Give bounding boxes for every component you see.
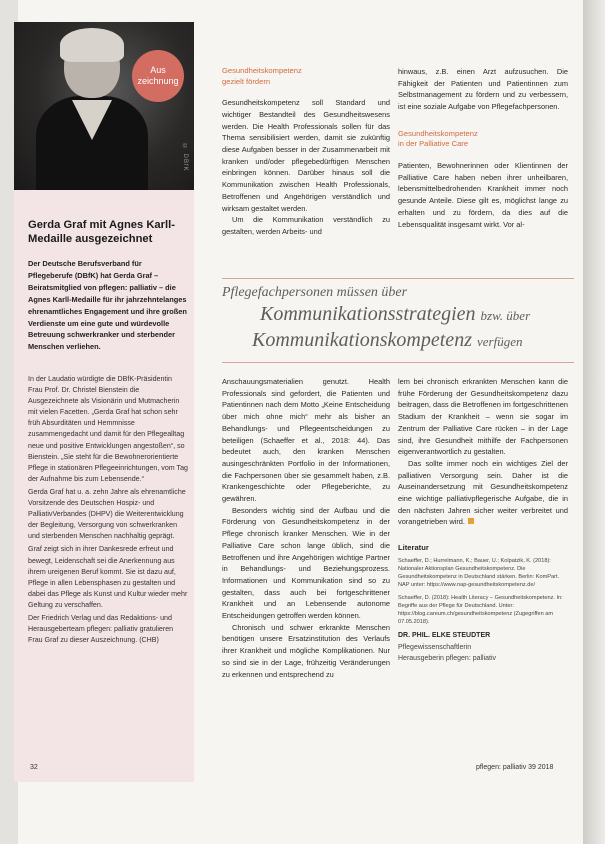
column-2-bottom xyxy=(398,376,568,664)
divider-bottom xyxy=(222,362,574,363)
portrait-photo xyxy=(14,22,194,190)
body-paragraph: Patienten, Bewohnerinnen oder Klientinnen der Palliative Care haben neben ihrer unheilbaren, lebensmittelbedrohenden Krankheit immer noch gesunde Anteile. Diese gilt es, möglichst lange zu erhalten und zu fördern, da dies auf die Lebensqualität insgesamt wirkt. Vor al- xyxy=(398,161,568,229)
subheading: Gesundheitskompetenz gezielt fördern xyxy=(222,66,302,86)
pull-quote-line: Kommunikationskompetenz verfügen xyxy=(252,329,523,351)
pull-quote-line: Kommunikationsstrategien bzw. über xyxy=(260,303,531,325)
column-1-bottom xyxy=(222,376,390,680)
column-1-top xyxy=(222,66,390,238)
body-paragraph: lem bei chronisch erkrankten Menschen kann die frühe Förderung der Gesundheitskompetenz dazu beitragen, dass die Betroffenen im fortgeschrittenen Stadium der Krankheit – wenn sie sogar im Zentrum der Palliative Care rücken – in der Lage sind, ihre Gesundheit mithilfe der Fachpersonen eigenverantwortlich zu gestalten. xyxy=(398,377,568,457)
page-edge-shadow xyxy=(583,0,605,844)
column-2-top xyxy=(398,66,568,230)
sidebar-paragraph: In der Laudatio würdigte die DBfK-Präsidentin Frau Prof. Dr. Christel Bienstein die Ausgezeichnete als Visionärin und Mutmacherin mit vielen Facetten. „Gerda Graf hat schon sehr früh Absurditäten und Hemmnisse zusammengedacht und damit für den Pflegealltag neue und positive Entwicklungen angestoßen“, so Bienstein. „Sie steht für die Bewohnerorientierte Pflege in stationären Pflegeeinrichtungen, vom Tag der Aufnahme bis zum Lebensende.“ xyxy=(28,375,188,483)
award-badge: Aus zeichnung xyxy=(132,50,184,102)
subheading: Gesundheitskompetenz in der Palliative Care xyxy=(398,128,478,149)
literature-list xyxy=(398,557,568,627)
magazine-footer: pflegen: palliativ 39 2018 xyxy=(476,764,554,771)
literature-item: Schaeffer, D. (2018): Health Literacy – Gesundheitskompetenz. In: Begriffe aus der Pflege für Deutschland. Unter: https://blog.careum.ch/gesundheitskompetenz (Zugegriffen am 07.05.2018). xyxy=(398,594,563,626)
news-sidebar xyxy=(14,22,194,782)
literature-section xyxy=(398,542,568,664)
sidebar-body xyxy=(28,374,188,648)
divider-top xyxy=(222,278,574,279)
sidebar-lead: Der Deutsche Berufsverband für Pflegeberufe (DBfK) hat Gerda Graf – Beiratsmitglied von pflegen: palliativ – die Agnes Karll-Medaille für ihr jahrzehntelanges ehrenamtliches Engagement und ihre großen Verdienste um eine gute und würdevolle Betreuung schwerkranker und sterbender Menschen verliehen. xyxy=(28,259,187,352)
sidebar-paragraph: Gerda Graf hat u. a. zehn Jahre als ehrenamtliche Vorsitzende des Deutschen Hospiz- und PalliativVerbandes (DHPV) die Weiterentwicklung der Begleitung, Versorgung von schwerkranken und sterbenden Menschen nachhaltig geprägt. xyxy=(28,487,186,541)
pull-quote xyxy=(222,284,574,354)
literature-heading: Literatur xyxy=(398,543,429,553)
sidebar-paragraph: Graf zeigt sich in ihrer Dankesrede erfreut und bewegt, Leidenschaft sei die Anerkennung aus ihrem ureigenen Beruf kommt. Sie ist dazu auf, Pflege in allen Lebensphasen zu gestalten und dabei das Pflege als Kunst und Kultur wieder mehr Geltung zu verschaffen. xyxy=(28,545,188,609)
body-paragraph: Gesundheitskompetenz soll Standard und wichtiger Bestandteil des Gesundheitswesens werden. Die Health Professionals sollen für das Thema sensibilisiert werden, damit sie zukünftig diese Aufgaben besser in der Zusammenarbeit mit kranken und/oder pflegebedürftigen Menschen einbringen können. Darüber hinaus soll die Kommunikation zwischen Health Professionals, Betroffenen und Angehörigen verständlich und wirksam gestaltet werden. xyxy=(222,98,390,213)
body-paragraph: Das sollte immer noch ein wichtiges Ziel der palliativen Versorgung sein. Daher ist die Auseinandersetzung mit Gesundheitskompetenz eine wichtige palliativpflegerische Aufgabe, die in den nächsten Jahren sicher weiter verbreitet und vorangetrieben wird. xyxy=(398,458,568,527)
author-name: DR. PHIL. ELKE STEUDTER xyxy=(398,632,491,640)
photo-credit: © DBfK xyxy=(182,144,188,172)
sidebar-title: Gerda Graf mit Agnes Karll-Medaille ausgezeichnet xyxy=(28,219,175,245)
body-paragraph: Chronisch und schwer erkrankte Menschen benötigen unsere Ersatzinstitution des Verlaufs ihrer Krankheit und mögliche Komplikationen. Nur so sind sie in der Lage, frühzeitig Veränderungen zu erkennen und entsprechend zu xyxy=(222,622,390,679)
body-paragraph: Anschauungsmaterialien genutzt. Health Professionals sind gefordert, die Patienten und Patientinnen nach dem Motto „Keine Entscheidung über mich ohne mich“ mehr als bisher an Behandlungs- und Pflegeentscheidungen zu beteiligen (Schaeffer et al., 2018: 44). Das bedeutet auch, den kranken Menschen ausingeschränkten Portfolio in der Informationen, die Fachpersonen über sie gesammelt haben, z.B. Krankengeschichte oder Pflegeberichte, zu gewähren. xyxy=(222,377,390,504)
literature-item: Schaeffer, D.; Hurrelmann, K.; Bauer, U.; Kolpatzik, K. (2018): Nationaler Aktionsplan Gesundheitskompetenz. Die Gesundheitskompetenz in Deutschland stärken. Berlin: KomPart. NAP unter: https://www.nap-gesundheitskompetenz.de/ xyxy=(398,557,560,589)
end-mark-icon xyxy=(468,518,474,524)
page-number: 32 xyxy=(30,764,38,771)
author-role: Pflegewissenschaftlerin Herausgeberin pflegen: palliativ xyxy=(398,644,497,663)
body-paragraph: Besonders wichtig sind der Aufbau und die Förderung von Gesundheitskompetenz in der Pflege chronisch kranker Menschen. Wie in der Palliative Care schon lange üblich, sind die Betroffenen und ihre Angehörigen wichtige Partner in Behandlungs- und Beziehungsprozess. Informationen und Kommunikation sind so zu gestalten, dass auch bei fortgeschrittener Krankheit und an Lebensende autonome Entscheidungen getroffen werden können. xyxy=(222,505,390,621)
sidebar-paragraph: Der Friedrich Verlag und das Redaktions- und Herausgeberteam pflegen: palliativ gratulieren Frau Graf zu dieser Auszeichnung. (CHB) xyxy=(28,613,174,645)
pull-quote-line: Pflegefachpersonen müssen über xyxy=(222,285,408,300)
body-paragraph: hinwaus, z.B. einen Arzt aufzusuchen. Die Fähigkeit der Patienten und Patientinnen zum Selbstmanagement zu fördern und zu verbessern, ist eine soziale Aufgabe von Pflegefachpersonen. xyxy=(398,67,568,112)
body-paragraph: Um die Kommunikation verständlich zu gestalten, werden Arbeits- und xyxy=(222,215,390,236)
